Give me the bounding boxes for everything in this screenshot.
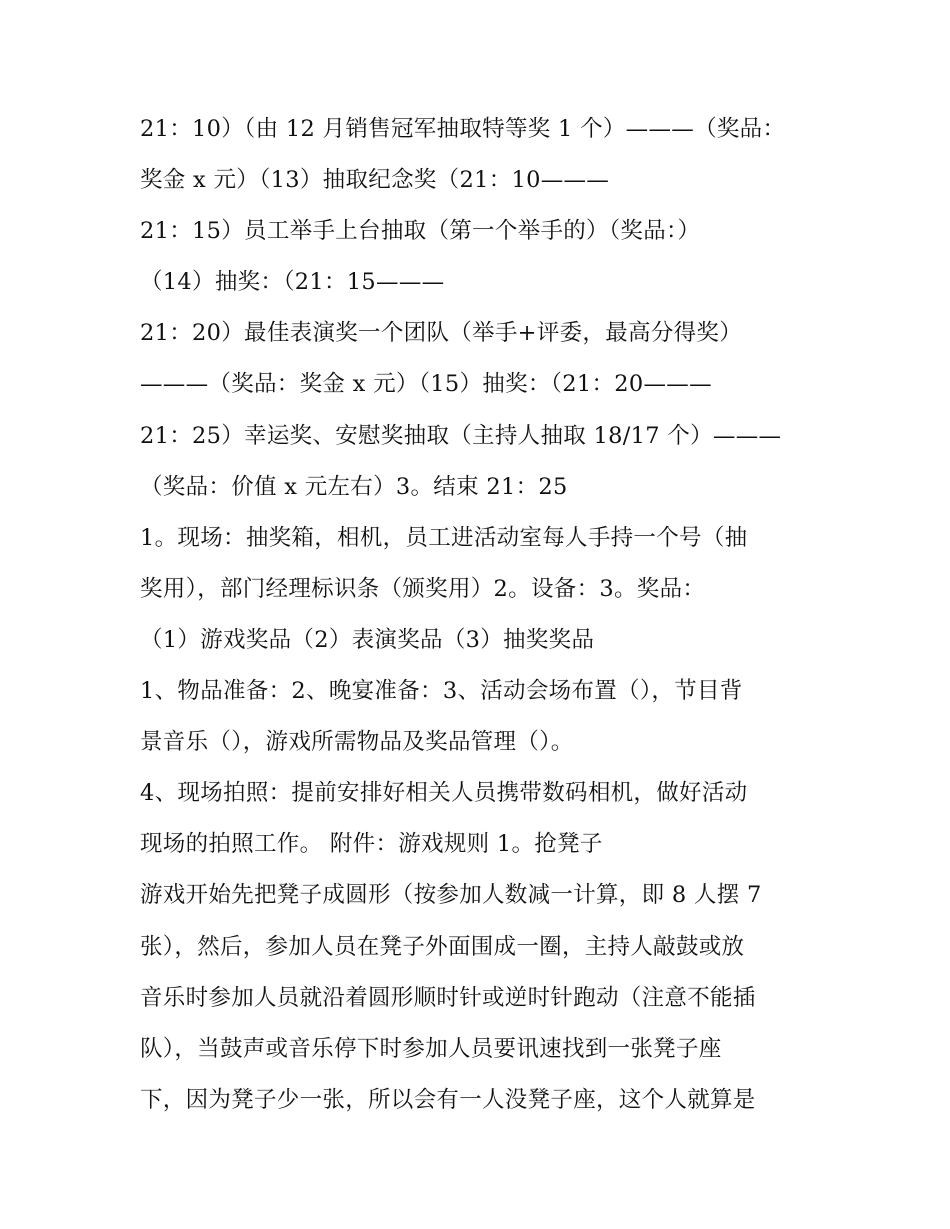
text-line: 奖金 x 元）（13）抽取纪念奖（21：10——— xyxy=(140,167,610,194)
text-line: 游戏开始先把凳子成圆形（按参加人数减一计算，即 8 人摆 7 xyxy=(140,882,762,909)
text-line: 奖用），部门经理标识条（颁奖用）2。设备：3。奖品： xyxy=(140,575,706,602)
text-line: 1。现场：抽奖箱，相机，员工进活动室每人手持一个号（抽 xyxy=(140,524,748,551)
text-line: （奖品：价值 x 元左右）3。结束 21：25 xyxy=(140,473,568,500)
text-line: 4、现场拍照：提前安排好相关人员携带数码相机，做好活动 xyxy=(140,780,748,807)
text-line: 张），然后，参加人员在凳子外面围成一圈，主持人敲鼓或放 xyxy=(140,933,745,960)
text-line: ———（奖品：奖金 x 元）（15）抽奖：（21：20——— xyxy=(140,371,712,398)
text-line: （1）游戏奖品（2）表演奖品（3）抽奖奖品 xyxy=(140,626,595,653)
text-line: 下，因为凳子少一张，所以会有一人没凳子座，这个人就算是 xyxy=(140,1086,756,1113)
text-line: 21：10）（由 12 月销售冠军抽取特等奖 1 个）———（奖品： xyxy=(140,116,786,142)
text-line: 1、物品准备：2、晚宴准备：3、活动会场布置（），节目背 xyxy=(140,678,743,705)
text-line: 21：15）员工举手上台抽取（第一个举手的）（奖品：） xyxy=(140,218,701,245)
text-line: 景音乐（），游戏所需物品及奖品管理（）。 xyxy=(140,729,574,756)
text-line: 音乐时参加人员就沿着圆形顺时针或逆时针跑动（注意不能插 xyxy=(140,984,756,1011)
text-line: （14）抽奖：（21：15——— xyxy=(140,269,445,296)
text-line: 21：20）最佳表演奖一个团队（举手+评委，最高分得奖） xyxy=(140,320,743,347)
text-line: 21：25）幸运奖、安慰奖抽取（主持人抽取 18/17 个）——— xyxy=(140,422,782,449)
document-body xyxy=(140,104,840,1126)
text-line: 现场的拍照工作。 附件：游戏规则 1。抢凳子 xyxy=(140,831,603,858)
text-line: 队），当鼓声或音乐停下时参加人员要讯速找到一张凳子座 xyxy=(140,1035,722,1062)
